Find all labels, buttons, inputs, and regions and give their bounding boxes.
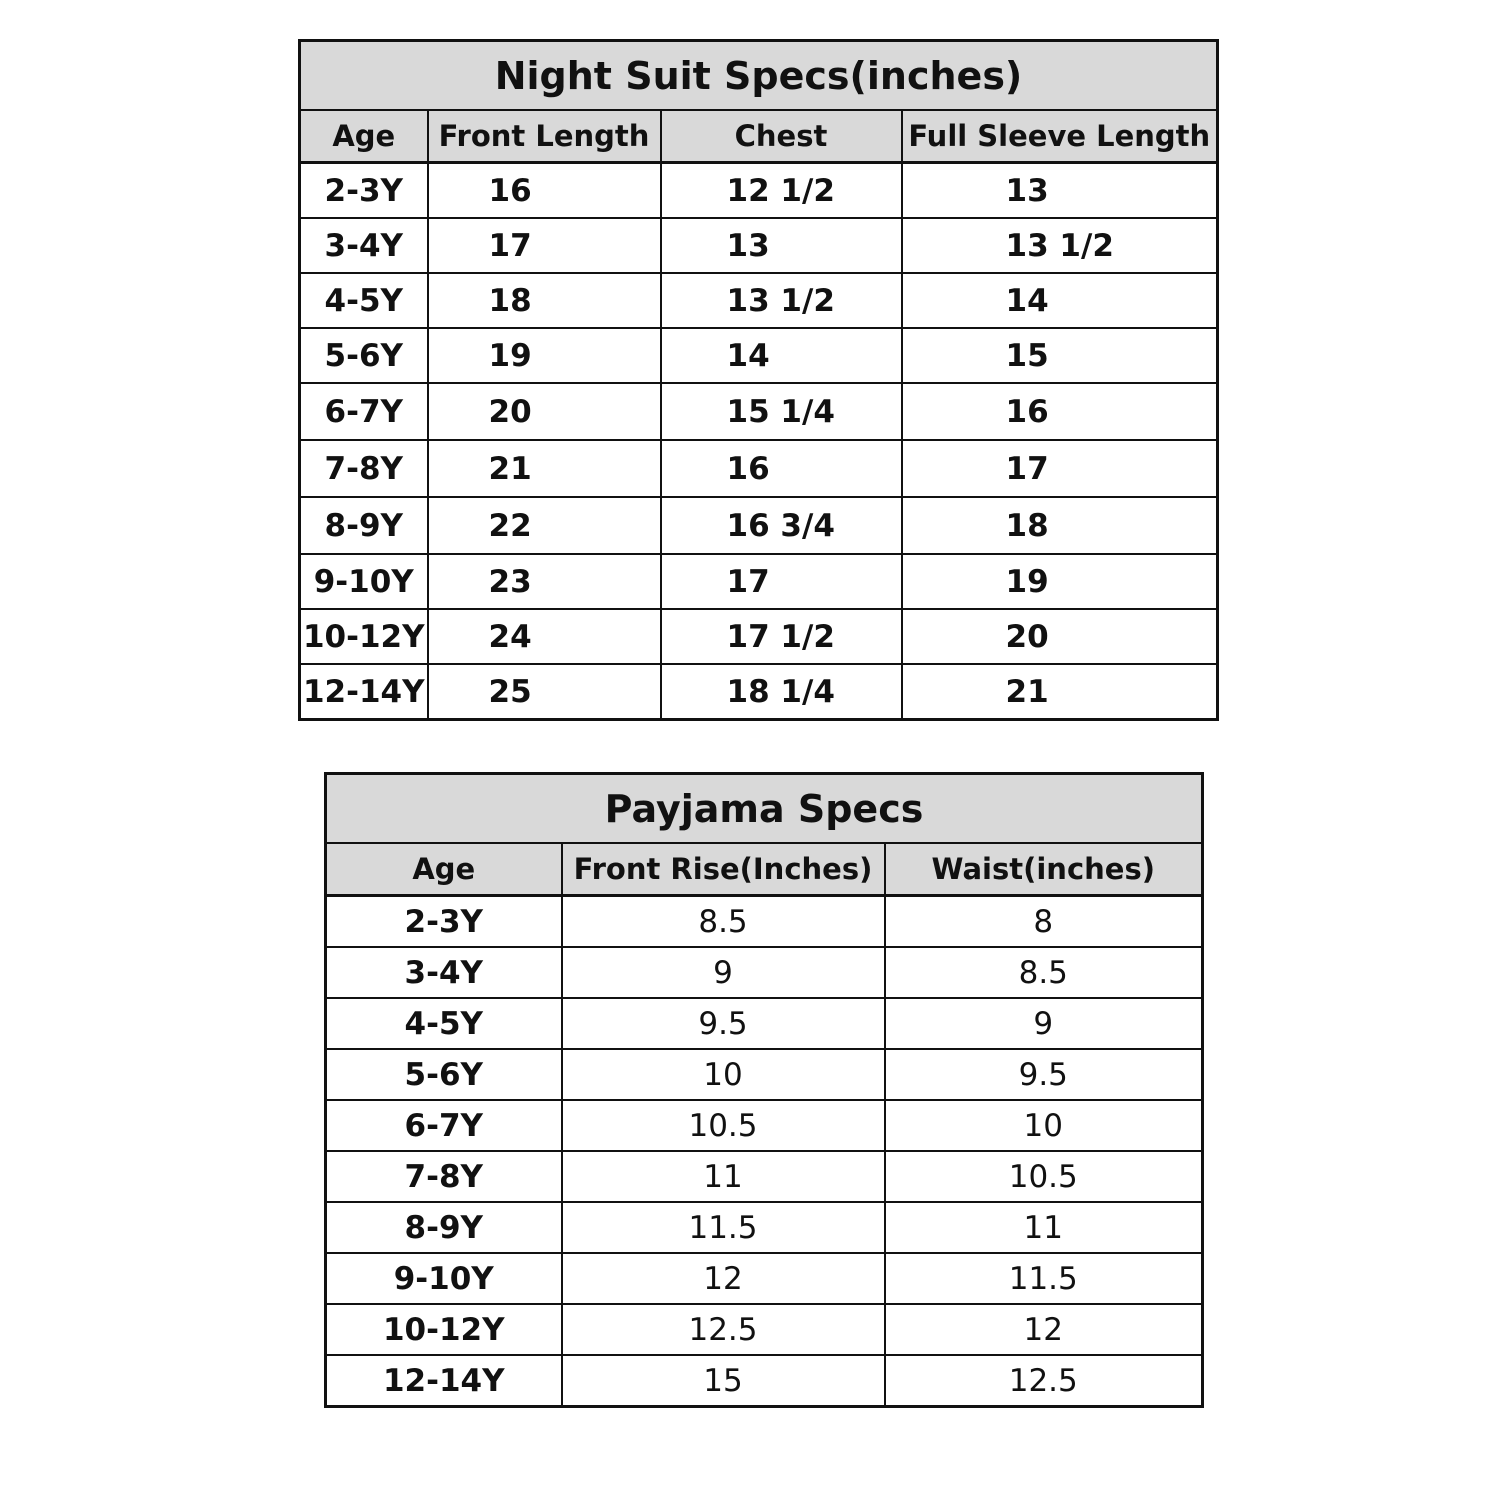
waist-cell: 10	[885, 1100, 1203, 1151]
table-row	[300, 273, 1218, 328]
front-length-cell: 20	[428, 383, 661, 440]
front-length-cell: 23	[428, 554, 661, 609]
age-cell: 10-12Y	[326, 1304, 562, 1355]
front-length-cell: 24	[428, 609, 661, 664]
age-cell: 10-12Y	[300, 609, 428, 664]
full-sleeve-length-cell: 20	[902, 609, 1218, 664]
payjama-title: Payjama Specs	[326, 774, 1203, 844]
waist-cell: 8	[885, 896, 1203, 948]
table-row	[300, 440, 1218, 497]
front-rise-cell: 15	[562, 1355, 885, 1407]
age-cell: 5-6Y	[326, 1049, 562, 1100]
front-rise-cell: 11.5	[562, 1202, 885, 1253]
age-cell: 2-3Y	[300, 163, 428, 219]
front-length-cell: 17	[428, 218, 661, 273]
age-cell: 4-5Y	[300, 273, 428, 328]
full-sleeve-length-cell: 19	[902, 554, 1218, 609]
front-length-cell: 16	[428, 163, 661, 219]
table-row	[326, 947, 1203, 998]
table-row	[300, 554, 1218, 609]
front-rise-cell: 9	[562, 947, 885, 998]
waist-cell: 11.5	[885, 1253, 1203, 1304]
full-sleeve-length-cell: 15	[902, 328, 1218, 383]
column-header-front-rise: Front Rise(Inches)	[562, 843, 885, 896]
age-cell: 6-7Y	[300, 383, 428, 440]
waist-cell: 9	[885, 998, 1203, 1049]
front-rise-cell: 12	[562, 1253, 885, 1304]
column-header-waist: Waist(inches)	[885, 843, 1203, 896]
age-cell: 3-4Y	[300, 218, 428, 273]
age-cell: 12-14Y	[300, 664, 428, 720]
table-row	[326, 1100, 1203, 1151]
waist-cell: 10.5	[885, 1151, 1203, 1202]
front-rise-cell: 9.5	[562, 998, 885, 1049]
age-cell: 4-5Y	[326, 998, 562, 1049]
full-sleeve-length-cell: 14	[902, 273, 1218, 328]
table-title-row	[300, 41, 1218, 111]
waist-cell: 12.5	[885, 1355, 1203, 1407]
front-length-cell: 21	[428, 440, 661, 497]
front-length-cell: 19	[428, 328, 661, 383]
waist-cell: 9.5	[885, 1049, 1203, 1100]
chest-cell: 16 3/4	[661, 497, 902, 554]
table-row	[300, 163, 1218, 219]
front-rise-cell: 12.5	[562, 1304, 885, 1355]
table-row	[326, 1304, 1203, 1355]
table-row	[300, 609, 1218, 664]
chest-cell: 18 1/4	[661, 664, 902, 720]
table-row	[300, 664, 1218, 720]
table-header-row	[326, 843, 1203, 896]
chest-cell: 15 1/4	[661, 383, 902, 440]
age-cell: 3-4Y	[326, 947, 562, 998]
age-cell: 8-9Y	[326, 1202, 562, 1253]
chest-cell: 12 1/2	[661, 163, 902, 219]
chest-cell: 13 1/2	[661, 273, 902, 328]
table-header-row	[300, 110, 1218, 163]
full-sleeve-length-cell: 18	[902, 497, 1218, 554]
table-row	[326, 1049, 1203, 1100]
full-sleeve-length-cell: 16	[902, 383, 1218, 440]
age-cell: 12-14Y	[326, 1355, 562, 1407]
chest-cell: 13	[661, 218, 902, 273]
night-suit-specs-table	[298, 39, 1219, 721]
full-sleeve-length-cell: 21	[902, 664, 1218, 720]
full-sleeve-length-cell: 13 1/2	[902, 218, 1218, 273]
age-cell: 7-8Y	[300, 440, 428, 497]
chest-cell: 14	[661, 328, 902, 383]
front-length-cell: 25	[428, 664, 661, 720]
table-row	[326, 1253, 1203, 1304]
full-sleeve-length-cell: 13	[902, 163, 1218, 219]
table-row	[326, 1355, 1203, 1407]
column-header-age: Age	[326, 843, 562, 896]
table-row	[326, 896, 1203, 948]
waist-cell: 11	[885, 1202, 1203, 1253]
table-title-row	[326, 774, 1203, 844]
table-row	[300, 497, 1218, 554]
waist-cell: 8.5	[885, 947, 1203, 998]
column-header-age: Age	[300, 110, 428, 163]
night-suit-title: Night Suit Specs(inches)	[300, 41, 1218, 111]
column-header-full-sleeve-length: Full Sleeve Length	[902, 110, 1218, 163]
age-cell: 5-6Y	[300, 328, 428, 383]
table-row	[300, 328, 1218, 383]
age-cell: 6-7Y	[326, 1100, 562, 1151]
full-sleeve-length-cell: 17	[902, 440, 1218, 497]
age-cell: 8-9Y	[300, 497, 428, 554]
age-cell: 9-10Y	[326, 1253, 562, 1304]
front-rise-cell: 11	[562, 1151, 885, 1202]
front-length-cell: 18	[428, 273, 661, 328]
age-cell: 9-10Y	[300, 554, 428, 609]
table-row	[300, 218, 1218, 273]
chest-cell: 17 1/2	[661, 609, 902, 664]
chest-cell: 17	[661, 554, 902, 609]
age-cell: 2-3Y	[326, 896, 562, 948]
table-row	[326, 1202, 1203, 1253]
front-rise-cell: 10.5	[562, 1100, 885, 1151]
table-row	[300, 383, 1218, 440]
front-length-cell: 22	[428, 497, 661, 554]
waist-cell: 12	[885, 1304, 1203, 1355]
front-rise-cell: 10	[562, 1049, 885, 1100]
column-header-chest: Chest	[661, 110, 902, 163]
front-rise-cell: 8.5	[562, 896, 885, 948]
table-row	[326, 998, 1203, 1049]
chest-cell: 16	[661, 440, 902, 497]
column-header-front-length: Front Length	[428, 110, 661, 163]
table-row	[326, 1151, 1203, 1202]
payjama-specs-table	[324, 772, 1204, 1408]
age-cell: 7-8Y	[326, 1151, 562, 1202]
